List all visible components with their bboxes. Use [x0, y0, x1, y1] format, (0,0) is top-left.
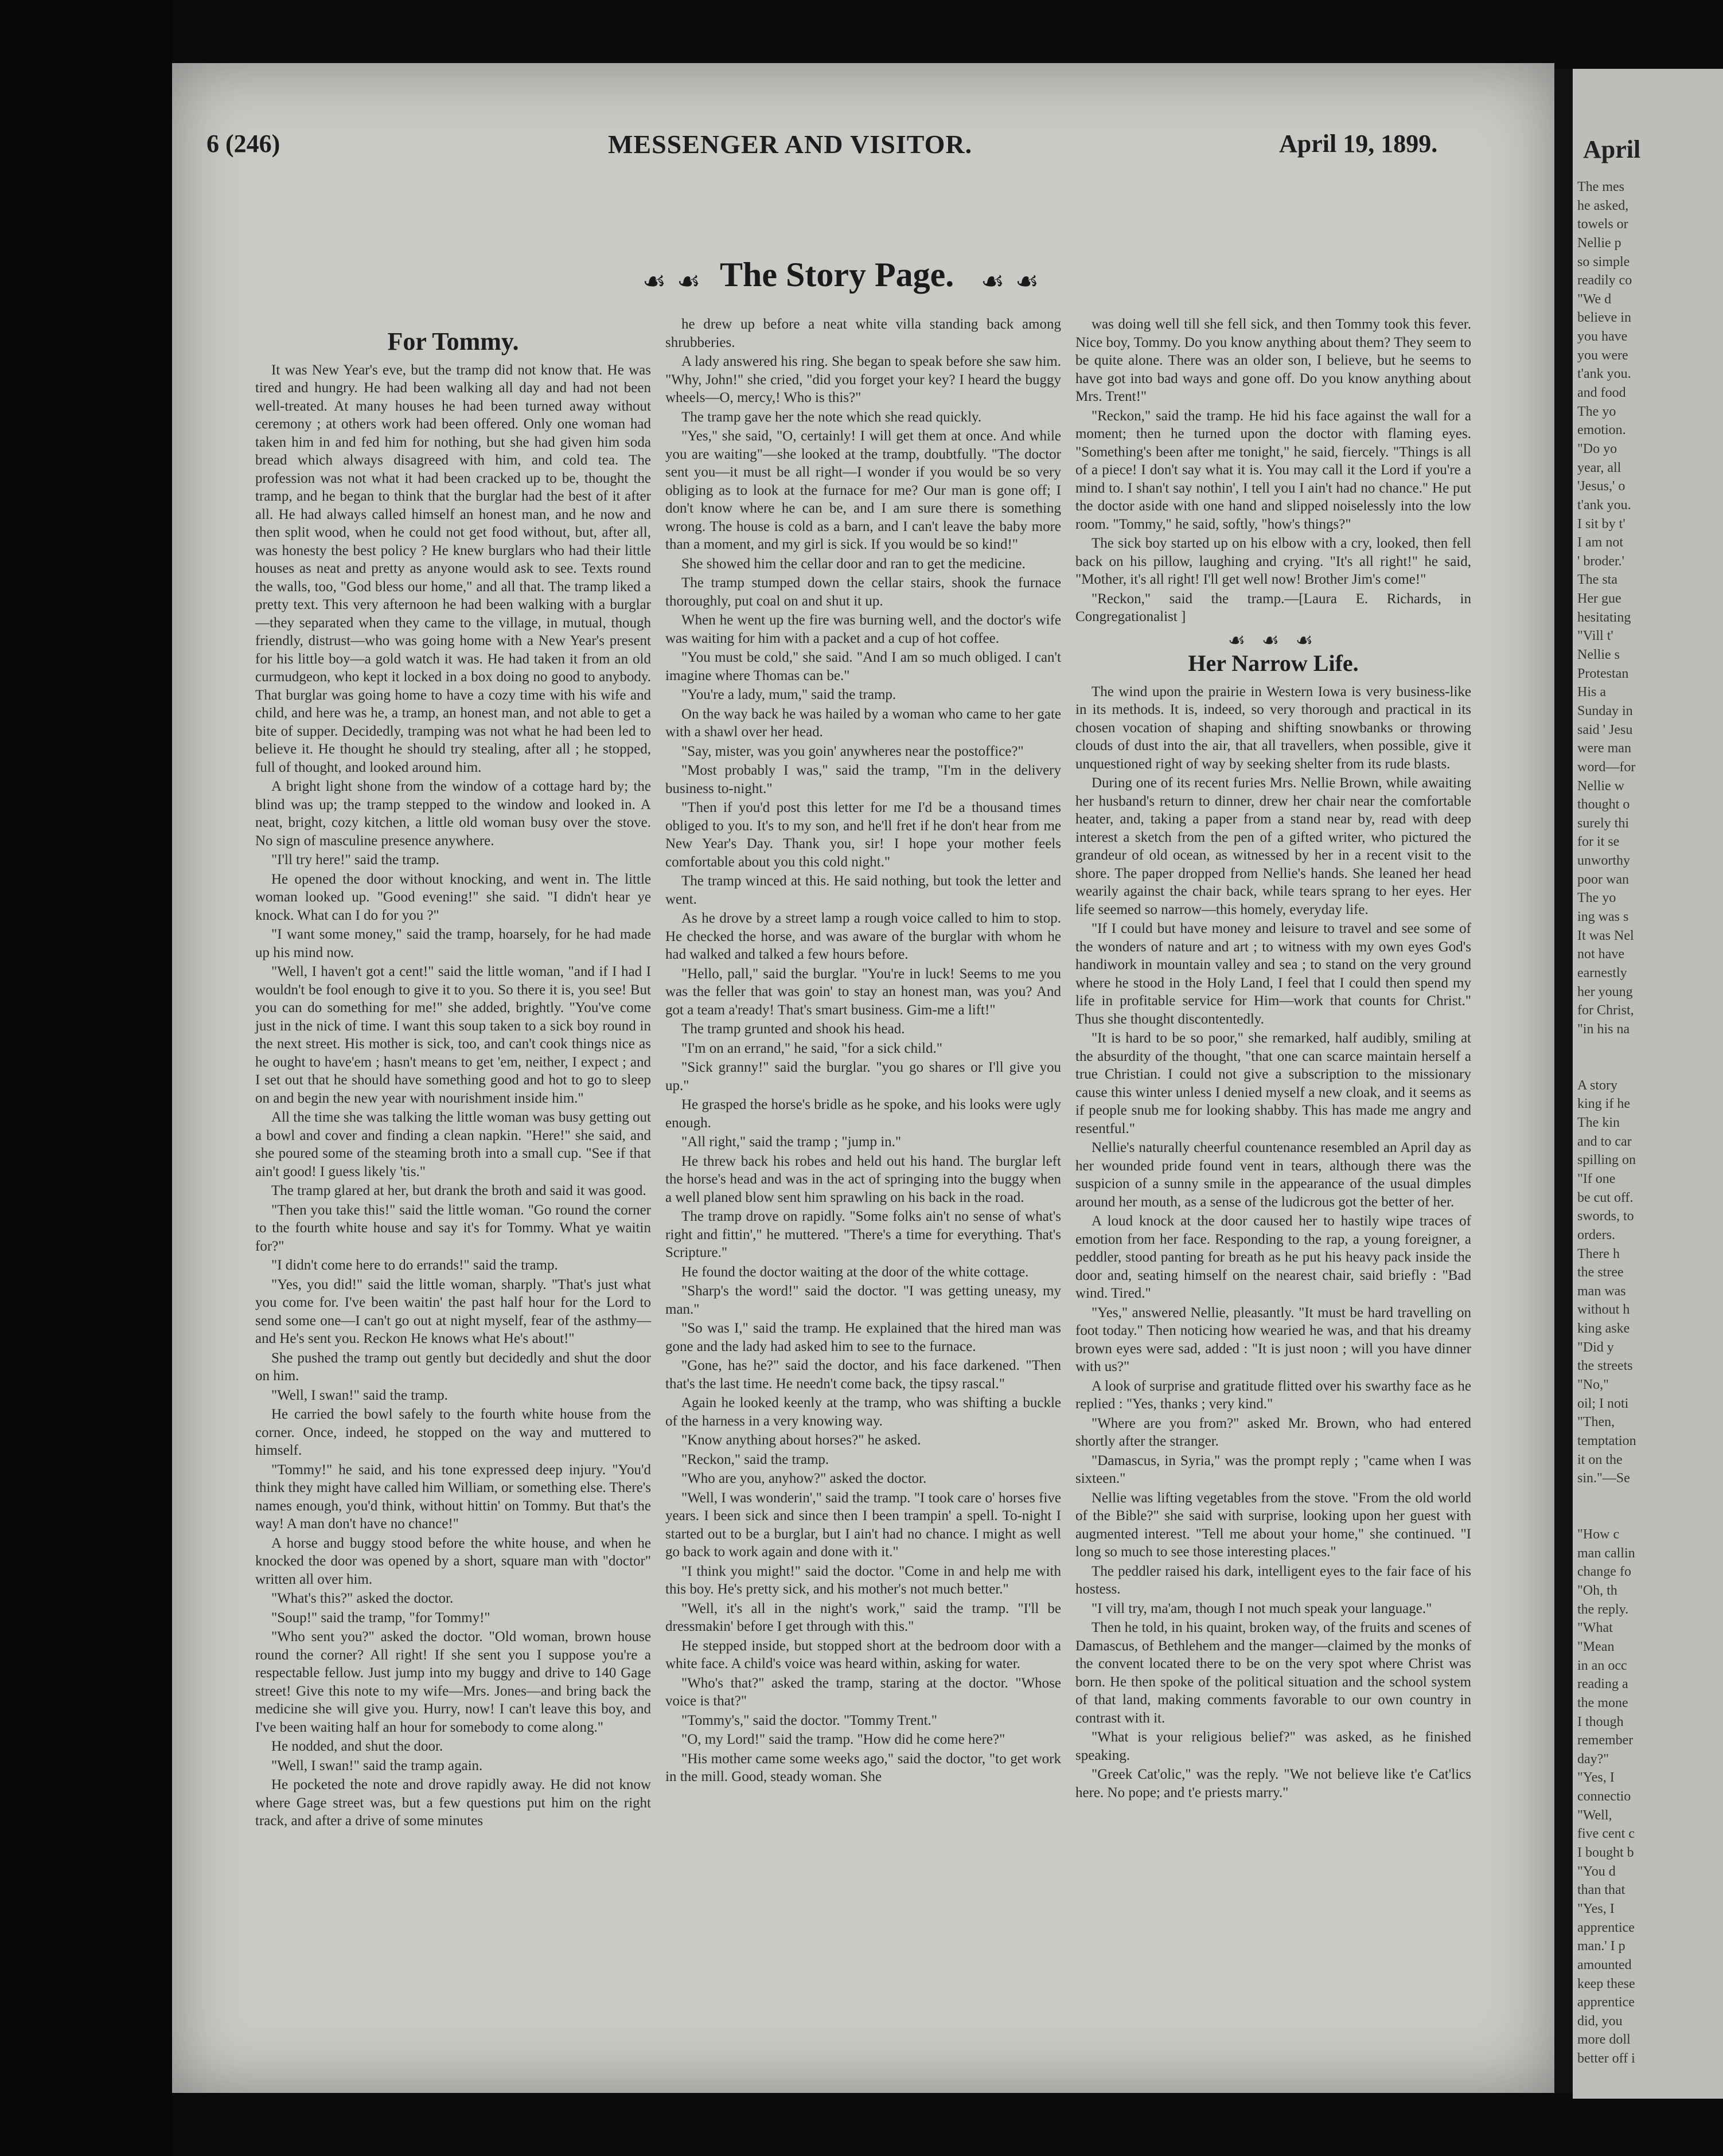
- paragraph: A loud knock at the door caused her to hastily wipe traces of emotion from her face. Responding to the rap, a young foreigner, a peddler, stood panting for breath as he put his heavy pack inside the door and, seating himself on the nearest chair, said briefly : "Bad wind. Tired.": [1075, 1213, 1471, 1301]
- facing-page-line: surely thi: [1577, 815, 1629, 831]
- column-1: [255, 327, 651, 1831]
- paragraph: "All right," said the tramp ; "jump in.": [681, 1134, 902, 1150]
- paragraph: On the way back he was hailed by a woman who came to her gate with a shawl over her head.: [665, 706, 1061, 740]
- paragraph: A bright light shone from the window of a cottage hard by; the blind was up; the tramp stepped to the window and looked in. A neat, bright, cozy kitchen, a little old woman busy over the stove. No sign of masculine presence anywhere.: [255, 779, 651, 849]
- facing-page-line: than that: [1577, 1882, 1625, 1898]
- paragraph: "Sharp's the word!" said the doctor. "I was getting uneasy, my man.": [665, 1283, 1061, 1317]
- facing-page-line: Nellie p: [1577, 235, 1621, 251]
- paragraph: The wind upon the prairie in Western Iowa is very business-like in its methods. It is, indeed, so very thorough and practical in its chosen vocation of shaping and shifting snowbanks or throwing clouds of dust into the air, that all travellers, when possible, give it unquestioned right of way by seeking shelter from its rude blasts.: [1075, 683, 1471, 772]
- facing-page-line: [1577, 1488, 1721, 1507]
- facing-page-line: "in his na: [1577, 1021, 1630, 1037]
- facing-page-line: you have: [1577, 329, 1628, 345]
- facing-page-line: [1577, 1057, 1721, 1076]
- leaf-ornament-icon: ☙: [981, 267, 1005, 296]
- paragraph: "Gone, has he?" said the doctor, and his face darkened. "Then that's the last time. He needn't come back, the tipsy rascal.": [665, 1358, 1061, 1392]
- facing-page-line: 'Jesus,' o: [1577, 479, 1625, 494]
- facing-page-line: orders.: [1577, 1227, 1615, 1243]
- facing-page-line: man callin: [1577, 1545, 1635, 1561]
- facing-page-line: change fo: [1577, 1564, 1631, 1580]
- facing-page-line: "How c: [1577, 1527, 1620, 1542]
- facing-page-line: "If one: [1577, 1171, 1616, 1186]
- facing-page-line: There h: [1577, 1246, 1620, 1261]
- facing-page-line: swords, to: [1577, 1209, 1634, 1224]
- paragraph: "Greek Cat'olic," was the reply. "We not believe like t'e Cat'lics here. No pope; and t'e priests marry.": [1075, 1767, 1471, 1800]
- facing-page-line: Her gue: [1577, 591, 1621, 607]
- column-3: [1075, 315, 1471, 1803]
- paragraph: The tramp winced at this. He said nothing, but took the letter and went.: [665, 873, 1061, 907]
- facing-page-line: "Vill t': [1577, 628, 1613, 644]
- facing-page-line: [1577, 1506, 1721, 1525]
- facing-page-line: ' broder.': [1577, 553, 1624, 569]
- facing-page-text: [1577, 178, 1721, 2068]
- facing-page-line: [1577, 1038, 1721, 1057]
- facing-page-line: word—for: [1577, 759, 1636, 775]
- facing-page-line: for Christ,: [1577, 1003, 1634, 1018]
- paragraph: The tramp glared at her, but drank the broth and said it was good.: [271, 1183, 646, 1198]
- facing-page-line: connectio: [1577, 1789, 1631, 1805]
- paragraph: "Most probably I was," said the tramp, "I'm in the delivery business to-night.": [665, 763, 1061, 796]
- issue-date: April 19, 1899.: [1279, 130, 1438, 158]
- paragraph: He grasped the horse's bridle as he spoke, and his looks were ugly enough.: [665, 1097, 1061, 1131]
- paragraph: "Where are you from?" asked Mr. Brown, who had entered shortly after the stranger.: [1075, 1415, 1471, 1449]
- paragraph: "Well, it's all in the night's work," said the tramp. "I'll be dressmakin' before I get through with this.": [665, 1600, 1061, 1634]
- paragraph: "Soup!" said the tramp, "for Tommy!": [271, 1610, 490, 1626]
- paragraph: "Damascus, in Syria," was the prompt reply ; "came when I was sixteen.": [1075, 1452, 1471, 1486]
- paragraph: "Then if you'd post this letter for me I'd be a thousand times obliged to you. It's to my son, and he'll fret if he don't hear from me New Year's Day. Thank you, sir! I hope your mother feels comfortable about you this cold night.": [665, 800, 1061, 870]
- paragraph: He opened the door without knocking, and went in. The little woman looked up. "Good evening!" she said. "I didn't hear ye knock. What can I do for you ?": [255, 871, 651, 923]
- facing-page-line: and to car: [1577, 1134, 1632, 1149]
- facing-page-line: Sunday in: [1577, 703, 1633, 718]
- publication-title: MESSENGER AND VISITOR.: [608, 130, 973, 159]
- paragraph: "So was I," said the tramp. He explained that the hired man was gone and the lady had asked him to see to the furnace.: [665, 1321, 1061, 1354]
- facing-page-line: The yo: [1577, 890, 1616, 906]
- facing-page-line: spilling on: [1577, 1153, 1636, 1168]
- paragraph: "I'm on an errand," he said, "for a sick child.": [681, 1040, 942, 1056]
- facing-page-line: man was: [1577, 1283, 1626, 1299]
- paragraph: Then he told, in his quaint, broken way, of the fruits and scenes of Damascus, of Bethlehem and the manger—claimed by the monks of the convent located there to be on the very spot where Christ was born. He then spoke of the political situation and the school system of that land, making comments favorable to our own country in contrast with it.: [1075, 1620, 1471, 1726]
- column-1-body: [255, 361, 651, 1830]
- facing-page-line: more doll: [1577, 2032, 1631, 2048]
- paragraph: She showed him the cellar door and ran to get the medicine.: [681, 556, 1026, 572]
- facing-page-line: The sta: [1577, 572, 1617, 588]
- paragraph: "Well, I was wonderin'," said the tramp. "I took care o' horses five years. I been sick and since then I been trampin' a spell. To-night I started out to be a burglar, but I ain't had no chance. I might as well go back to work again and done with it.": [665, 1490, 1061, 1560]
- facing-page-line: the streets: [1577, 1358, 1633, 1374]
- paragraph: "Yes," she said, "O, certainly! I will get them at once. And while you are waiting"—she looked at the tramp, doubtfully. "The doctor sent you—it must be all right—I wonder if you would be so very obliging as to look at the furnace for me? Our man is gone off; I don't know where he can be, and I am sure there is something wrong. The house is cold as a barn, and I can't leave the baby more than a moment, and my girl is sick. If you would be so kind!": [665, 428, 1061, 552]
- facing-page-line: year, all: [1577, 460, 1621, 475]
- facing-page-line: poor wan: [1577, 872, 1629, 887]
- column-2: [665, 315, 1061, 1787]
- paragraph: When he went up the fire was burning well, and the doctor's wife was waiting for him with a packet and a cup of hot coffee.: [665, 612, 1061, 646]
- facing-page-line: The kin: [1577, 1115, 1620, 1131]
- facing-page-line: said ' Jesu: [1577, 722, 1633, 737]
- paragraph: He threw back his robes and held out his hand. The burglar left the horse's head and was in the act of springing into the buggy when a well planed blow sent him sprawling on his back in the road.: [665, 1153, 1061, 1205]
- facing-page-line: earnestly: [1577, 965, 1627, 981]
- paragraph: "O, my Lord!" said the tramp. "How did he come here?": [681, 1732, 1005, 1747]
- facing-page-line: I though: [1577, 1714, 1624, 1729]
- facing-page-line: I am not: [1577, 535, 1623, 550]
- leaf-ornament-icon: ☙: [1015, 267, 1039, 296]
- facing-page-line: oil; I noti: [1577, 1396, 1629, 1411]
- facing-page-line: did, you: [1577, 2013, 1623, 2029]
- facing-page-line: emotion.: [1577, 423, 1626, 438]
- facing-page-line: he asked,: [1577, 198, 1629, 213]
- facing-page-line: readily co: [1577, 273, 1632, 288]
- paragraph: "Yes, you did!" said the little woman, sharply. "That's just what you come for. I've been waitin' the past half hour for the Lord to send some one—I can't go out at night myself, fear of the asthmy—and He's sent you. Reckon He knows what He's about!": [255, 1276, 651, 1346]
- paragraph: "His mother came some weeks ago," said the doctor, "to get work in the mill. Good, steady woman. She: [665, 1751, 1061, 1784]
- paragraph: Nellie was lifting vegetables from the stove. "From the old world of the Bible?" she said with surprise, looking upon her guest with augmented interest. "Tell me about your home," she continued. "I long so much to see those interesting places.": [1075, 1490, 1471, 1560]
- facing-page-line: The yo: [1577, 404, 1616, 419]
- paragraph: The tramp drove on rapidly. "Some folks ain't no sense of what's right and fittin'," he muttered. "There's a time for everything. That's Scripture.": [665, 1209, 1061, 1260]
- column-3-body: [1075, 315, 1471, 626]
- story-title-for-tommy: For Tommy.: [387, 327, 519, 356]
- column-2-body: [665, 315, 1061, 1786]
- paragraph: "It is hard to be so poor," she remarked, half audibly, smiling at the absurdity of the thought, "that one can scarce maintain herself a true Christian. I could not give a subscription to the missionary cause this winter unless I denied myself a new cloak, and it seems as if people snub me for looking shabby. This has made me angry and resentful.": [1075, 1030, 1471, 1136]
- facing-page-line: "What: [1577, 1620, 1613, 1636]
- paragraph: Again he looked keenly at the tramp, who was shifting a buckle of the harness in a very knowing way.: [665, 1395, 1061, 1429]
- paragraph: he drew up before a neat white villa standing back among shrubberies.: [665, 317, 1061, 350]
- facing-page-line: be cut off.: [1577, 1190, 1634, 1205]
- facing-page-line: better off i: [1577, 2051, 1635, 2067]
- paragraph: "I want some money," said the tramp, hoarsely, for he had made up his mind now.: [255, 927, 651, 960]
- paragraph: He found the doctor waiting at the door of the white cottage.: [681, 1264, 1029, 1280]
- facing-page-line: "Yes, I: [1577, 1901, 1615, 1916]
- facing-page-line: t'ank you.: [1577, 366, 1631, 382]
- paragraph: He stepped inside, but stopped short at the bedroom door with a white face. A child's voice was heard within, asking for water.: [665, 1638, 1061, 1671]
- paragraph: "Reckon," said the tramp. He hid his face against the wall for a moment; then he turned upon the doctor with flaming eyes. "Something's been after me tonight," he said, fiercely. "Things is all of a piece! I don't say what it is. You may call it the Lord if you're a mind to. I shan't say nothin', I tell you I ain't had no chance." He put the doctor aside with one hand and slipped noiselessly into the low room. "Tommy," he said, softly, "how's things?": [1075, 408, 1471, 532]
- facing-page-line: hesitating: [1577, 610, 1631, 625]
- facing-page-line: the stree: [1577, 1265, 1624, 1280]
- paragraph: He pocketed the note and drove rapidly away. He did not know where Gage street was, but a few questions put him on the right track, and after a drive of some minutes: [255, 1777, 651, 1829]
- facing-page-line: without h: [1577, 1302, 1630, 1318]
- facing-page-line: The mes: [1577, 179, 1624, 194]
- facing-page-line: "Oh, th: [1577, 1583, 1617, 1599]
- paragraph: "What's this?" asked the doctor.: [271, 1591, 454, 1606]
- facing-page-line: and food: [1577, 385, 1626, 401]
- paragraph: A look of surprise and gratitude flitted over his swarthy face as he replied : "Yes, thanks ; very kind.": [1075, 1378, 1471, 1412]
- facing-page-line: in an occ: [1577, 1658, 1627, 1673]
- paragraph: He nodded, and shut the door.: [271, 1739, 443, 1754]
- paragraph: "Then you take this!" said the little woman. "Go round the corner to the fourth white house and say it's for Tommy. What ye waitin for?": [255, 1202, 651, 1254]
- facing-page-line: for it se: [1577, 834, 1620, 850]
- paragraph: The sick boy started up on his elbow with a cry, looked, then fell back on his pillow, laughing and crying. "It's all right!" he said, "Mother, it's all right! I'll get well now! Brother Jim's come!": [1075, 536, 1471, 587]
- facing-page-line: towels or: [1577, 217, 1628, 232]
- facing-page-line: man.' I p: [1577, 1939, 1625, 1954]
- facing-page-line: "Did y: [1577, 1339, 1614, 1355]
- facing-page-fragment: [1573, 69, 1723, 2099]
- section-divider-ornament: ☙ ☙ ☙: [1227, 630, 1319, 651]
- leaf-ornament-icon: ☙: [677, 267, 701, 296]
- paragraph: "What is your religious belief?" was asked, as he finished speaking.: [1075, 1729, 1471, 1763]
- facing-page-line: temptation: [1577, 1433, 1636, 1448]
- facing-page-line: I bought b: [1577, 1845, 1634, 1861]
- facing-page-line: A story: [1577, 1077, 1618, 1093]
- facing-page-line: apprentice: [1577, 1920, 1635, 1935]
- facing-page-line: I sit by t': [1577, 516, 1625, 532]
- facing-page-line: "Mean: [1577, 1639, 1615, 1654]
- paragraph: "You must be cold," she said. "And I am so much obliged. I can't imagine where Thomas can be.": [665, 650, 1061, 683]
- paragraph: The peddler raised his dark, intelligent eyes to the fair face of his hostess.: [1075, 1563, 1471, 1597]
- paragraph: "Who's that?" asked the tramp, staring at the doctor. "Whose voice is that?": [665, 1675, 1061, 1709]
- facing-page-line: apprentice: [1577, 1995, 1635, 2010]
- facing-page-line: thought o: [1577, 797, 1630, 813]
- paragraph: "Well, I swan!" said the tramp again.: [271, 1757, 483, 1774]
- paragraph: The tramp gave her the note which she read quickly.: [681, 409, 982, 425]
- paragraph: "Sick granny!" said the burglar. "you go shares or I'll give you up.": [665, 1060, 1061, 1093]
- paragraph: The tramp grunted and shook his head.: [681, 1021, 905, 1037]
- facing-page-line: "No,": [1577, 1377, 1609, 1392]
- paragraph: "Reckon," said the tramp.: [681, 1451, 829, 1467]
- paragraph: "If I could but have money and leisure to travel and see some of the wonders of nature and art ; to witness with my own eyes God's handiwork in mountain valley and sea ; to stand on the very ground where he stood in the Holy Land, I feel that I could then spend my life in profitable service for Him—work that counts for Christ." Thus she thought discontentedly.: [1075, 921, 1471, 1027]
- paragraph: A horse and buggy stood before the white house, and when he knocked the door was opened by a short, square man with "doctor" written all over him.: [255, 1535, 651, 1587]
- facing-page-line: you were: [1577, 347, 1628, 363]
- paragraph: A lady answered his ring. She began to speak before she saw him. "Why, John!" she cried, "did you forget your key? I heard the buggy wheels—O, mercy,! Who is this?": [665, 354, 1061, 405]
- page-number: 6 (246): [206, 130, 280, 158]
- paragraph: "I vill try, ma'am, though I not much speak your language.": [1092, 1600, 1432, 1616]
- facing-page-line: His a: [1577, 685, 1606, 700]
- facing-page-line: king if he: [1577, 1096, 1630, 1112]
- facing-page-line: the reply.: [1577, 1602, 1629, 1617]
- paragraph: She pushed the tramp out gently but decidedly and shut the door on him.: [255, 1350, 651, 1384]
- paragraph: "I didn't come here to do errands!" said the tramp.: [271, 1257, 558, 1273]
- paragraph: "Hello, pall," said the burglar. "You're in luck! Seems to me you was the feller that was goin' to stay an honest man, was you? And got a team a'ready! That's smart business. Gim-me a lift!": [665, 966, 1061, 1018]
- facing-page-line: Protestan: [1577, 666, 1629, 681]
- her-narrow-life-body: [1075, 683, 1471, 1802]
- facing-page-line: her young: [1577, 984, 1633, 999]
- facing-page-line: the mone: [1577, 1695, 1628, 1710]
- facing-page-line: day?": [1577, 1751, 1609, 1767]
- scan-left-border: [0, 0, 172, 2156]
- section-title: The Story Page.: [720, 256, 954, 294]
- paragraph: "Tommy's," said the doctor. "Tommy Trent.": [681, 1712, 937, 1728]
- page-header: [172, 129, 1554, 169]
- paragraph: Nellie's naturally cheerful countenance resembled an April day as her wounded pride found vent in tears, although there was the suspicion of a sunny smile in the appearance of the usual dimples around her mouth, as a sense of the ludicrous got the better of her.: [1075, 1140, 1471, 1210]
- paragraph: "I'll try here!" said the tramp.: [271, 852, 439, 868]
- leaf-ornament-icon: ☙: [642, 267, 666, 296]
- facing-page-line: amounted: [1577, 1957, 1632, 1973]
- newspaper-page: [172, 63, 1554, 2093]
- paragraph: "Say, mister, was you goin' anywheres near the postoffice?": [681, 743, 1024, 759]
- paragraph: As he drove by a street lamp a rough voice called to him to stop. He checked the horse, and was aware of the burglar with whom he had walked and talked a few hours before.: [665, 911, 1061, 962]
- facing-page-line: were man: [1577, 741, 1631, 756]
- facing-page-line: "We d: [1577, 291, 1612, 307]
- paragraph: The tramp stumped down the cellar stairs, shook the furnace thoroughly, put coal on and shut it up.: [665, 575, 1061, 609]
- paragraph: "Who sent you?" asked the doctor. "Old woman, brown house round the corner? All right! If she sent you I suppose you're a respectable fellow. Just jump into my buggy and drive to 140 Gage street! Give this note to my wife—Mrs. Jones—and bring back the medicine she will give you. Hurry, now! I can't leave this boy, and I've been waiting half an hour for somebody to come along.": [255, 1629, 651, 1735]
- facing-page-line: "Well,: [1577, 1807, 1612, 1823]
- facing-page-line: remember: [1577, 1733, 1634, 1748]
- facing-page-line: five cent c: [1577, 1826, 1635, 1842]
- paragraph: "I think you might!" said the doctor. "Come in and help me with this boy. He's pretty sick, and his mother's not much better.": [665, 1563, 1061, 1597]
- facing-page-line: "Do yo: [1577, 441, 1617, 456]
- facing-page-line: reading a: [1577, 1677, 1628, 1692]
- facing-page-header: April: [1583, 135, 1641, 163]
- story-title-her-narrow-life: Her Narrow Life.: [1188, 650, 1359, 676]
- paragraph: "You're a lady, mum," said the tramp.: [681, 687, 896, 702]
- paragraph: "Who are you, anyhow?" asked the doctor.: [681, 1471, 927, 1486]
- facing-page-line: Nellie s: [1577, 647, 1620, 663]
- binding-gutter: [1554, 69, 1573, 2093]
- facing-page-line: it on the: [1577, 1452, 1623, 1467]
- facing-page-line: It was Nel: [1577, 928, 1634, 943]
- paragraph: "Well, I haven't got a cent!" said the little woman, "and if I had I wouldn't be fool enough to give it to you. So there it is, you see! But you can do something for me!" she added, brightly. "You've come just in the nick of time. I want this soup taken to a sick boy round in the next street. His mother is sick, too, and can't cook things nice as he ought to have'em ; hasn't means to get 'em, neither, I expect ; and I set out that he should have something good and hot to go to sleep on and begin the new year with nourishment inside him.": [255, 964, 651, 1106]
- facing-page-line: Nellie w: [1577, 778, 1624, 794]
- paragraph: He carried the bowl safely to the fourth white house from the corner. Once, indeed, he stopped on the way and muttered to himself.: [255, 1407, 651, 1458]
- facing-page-line: unworthy: [1577, 853, 1630, 869]
- paragraph: was doing well till she fell sick, and then Tommy took this fever. Nice boy, Tommy. Do you know anything about them? They seem to be quite alone. There was an older son, I believe, but he seems to have got into bad ways and gone off. Do you know anything about Mrs. Trent!": [1075, 317, 1471, 404]
- paragraph: It was New Year's eve, but the tramp did not know that. He was tired and hungry. He had been walking all day and had not been well-treated. At many houses he had been turned away without ceremony ; at others work had been offered. Only one woman had taken him in and fed him for nothing, but she had given him soda bread which always disagreed with him, and cold tea. The profession was not what it had been cracked up to be, thought the tramp, and he began to think that the burglar had the best of it after all. He had always called himself an honest man, and he now and then split wood, when he could not get food without, but, after all, was honesty the best policy ? He knew burglars who had their little houses as neat and pretty as anyone would ask to see. Texts round the walls, too, "God bless our home," and all that. The tramp liked a pretty text. This very afternoon he had been walking with a burglar —they separated when they came to the village, in mutual, though friendly, distrust—who was going home with a New Year's present for his little boy—a gold watch it was. He had taken it from an old curmudgeon, who kept it locked in a box doing no good to anybody. That burglar was going home to have a cozy time with his wife and child, and here was he, a tramp, an honest man, and not able to get a bite of supper. Decidedly, tramping was not what he had been led to believe it. He thought he should try stealing, after all ; he stopped, full of thought, and looked around him.: [255, 362, 651, 775]
- paragraph: "Yes," answered Nellie, pleasantly. "It must be hard travelling on foot today." Then noticing how wearied he was, and that his dreamy brown eyes were sad, added : "It is just noon ; will you have dinner with us?": [1075, 1304, 1471, 1374]
- paragraph: "Know anything about horses?" he asked.: [681, 1432, 921, 1448]
- facing-page-line: believe in: [1577, 310, 1631, 326]
- paragraph: "Reckon," said the tramp.—[Laura E. Richards, in Congregationalist ]: [1075, 591, 1471, 624]
- paragraph: All the time she was talking the little woman was busy getting out a bowl and cover and finding a clean napkin. "Here!" she said, and she poured some of the steaming broth into a small cup. "See if that ain't good! I guess likely 'tis.": [255, 1110, 651, 1179]
- facing-page-line: ing was s: [1577, 909, 1629, 924]
- facing-page-line: "Yes, I: [1577, 1770, 1615, 1786]
- facing-page-line: "You d: [1577, 1864, 1616, 1879]
- facing-page-line: king aske: [1577, 1321, 1630, 1337]
- facing-page-line: "Then,: [1577, 1415, 1615, 1430]
- facing-page-line: so simple: [1577, 254, 1630, 270]
- facing-page-line: not have: [1577, 947, 1624, 962]
- paragraph: "Well, I swan!" said the tramp.: [271, 1387, 448, 1403]
- facing-page-line: t'ank you.: [1577, 497, 1631, 513]
- paragraph: During one of its recent furies Mrs. Nellie Brown, while awaiting her husband's return to dinner, drew her chair near the comfortable heater, and, taking a paper from a stand near by, read with deep interest a sketch from the pen of a gifted writer, who pictured the grandeur of old ocean, as witnessed by her in a recent visit to the shore. The paper dropped from Nellie's hands. She leaned her head wearily against the chair back, while tears sprang to her eyes. Her life seemed so narrow—this homely, everyday life.: [1075, 775, 1471, 917]
- facing-page-line: sin."—Se: [1577, 1471, 1630, 1486]
- section-heading: [642, 255, 1159, 307]
- paragraph: "Tommy!" he said, and his tone expressed deep injury. "You'd think they might have called him William, or something else. There's names enough, you'd think, without hittin' on Tommy. But that's the way! A man don't have no chance!": [255, 1462, 651, 1532]
- facing-page-line: keep these: [1577, 1976, 1635, 1991]
